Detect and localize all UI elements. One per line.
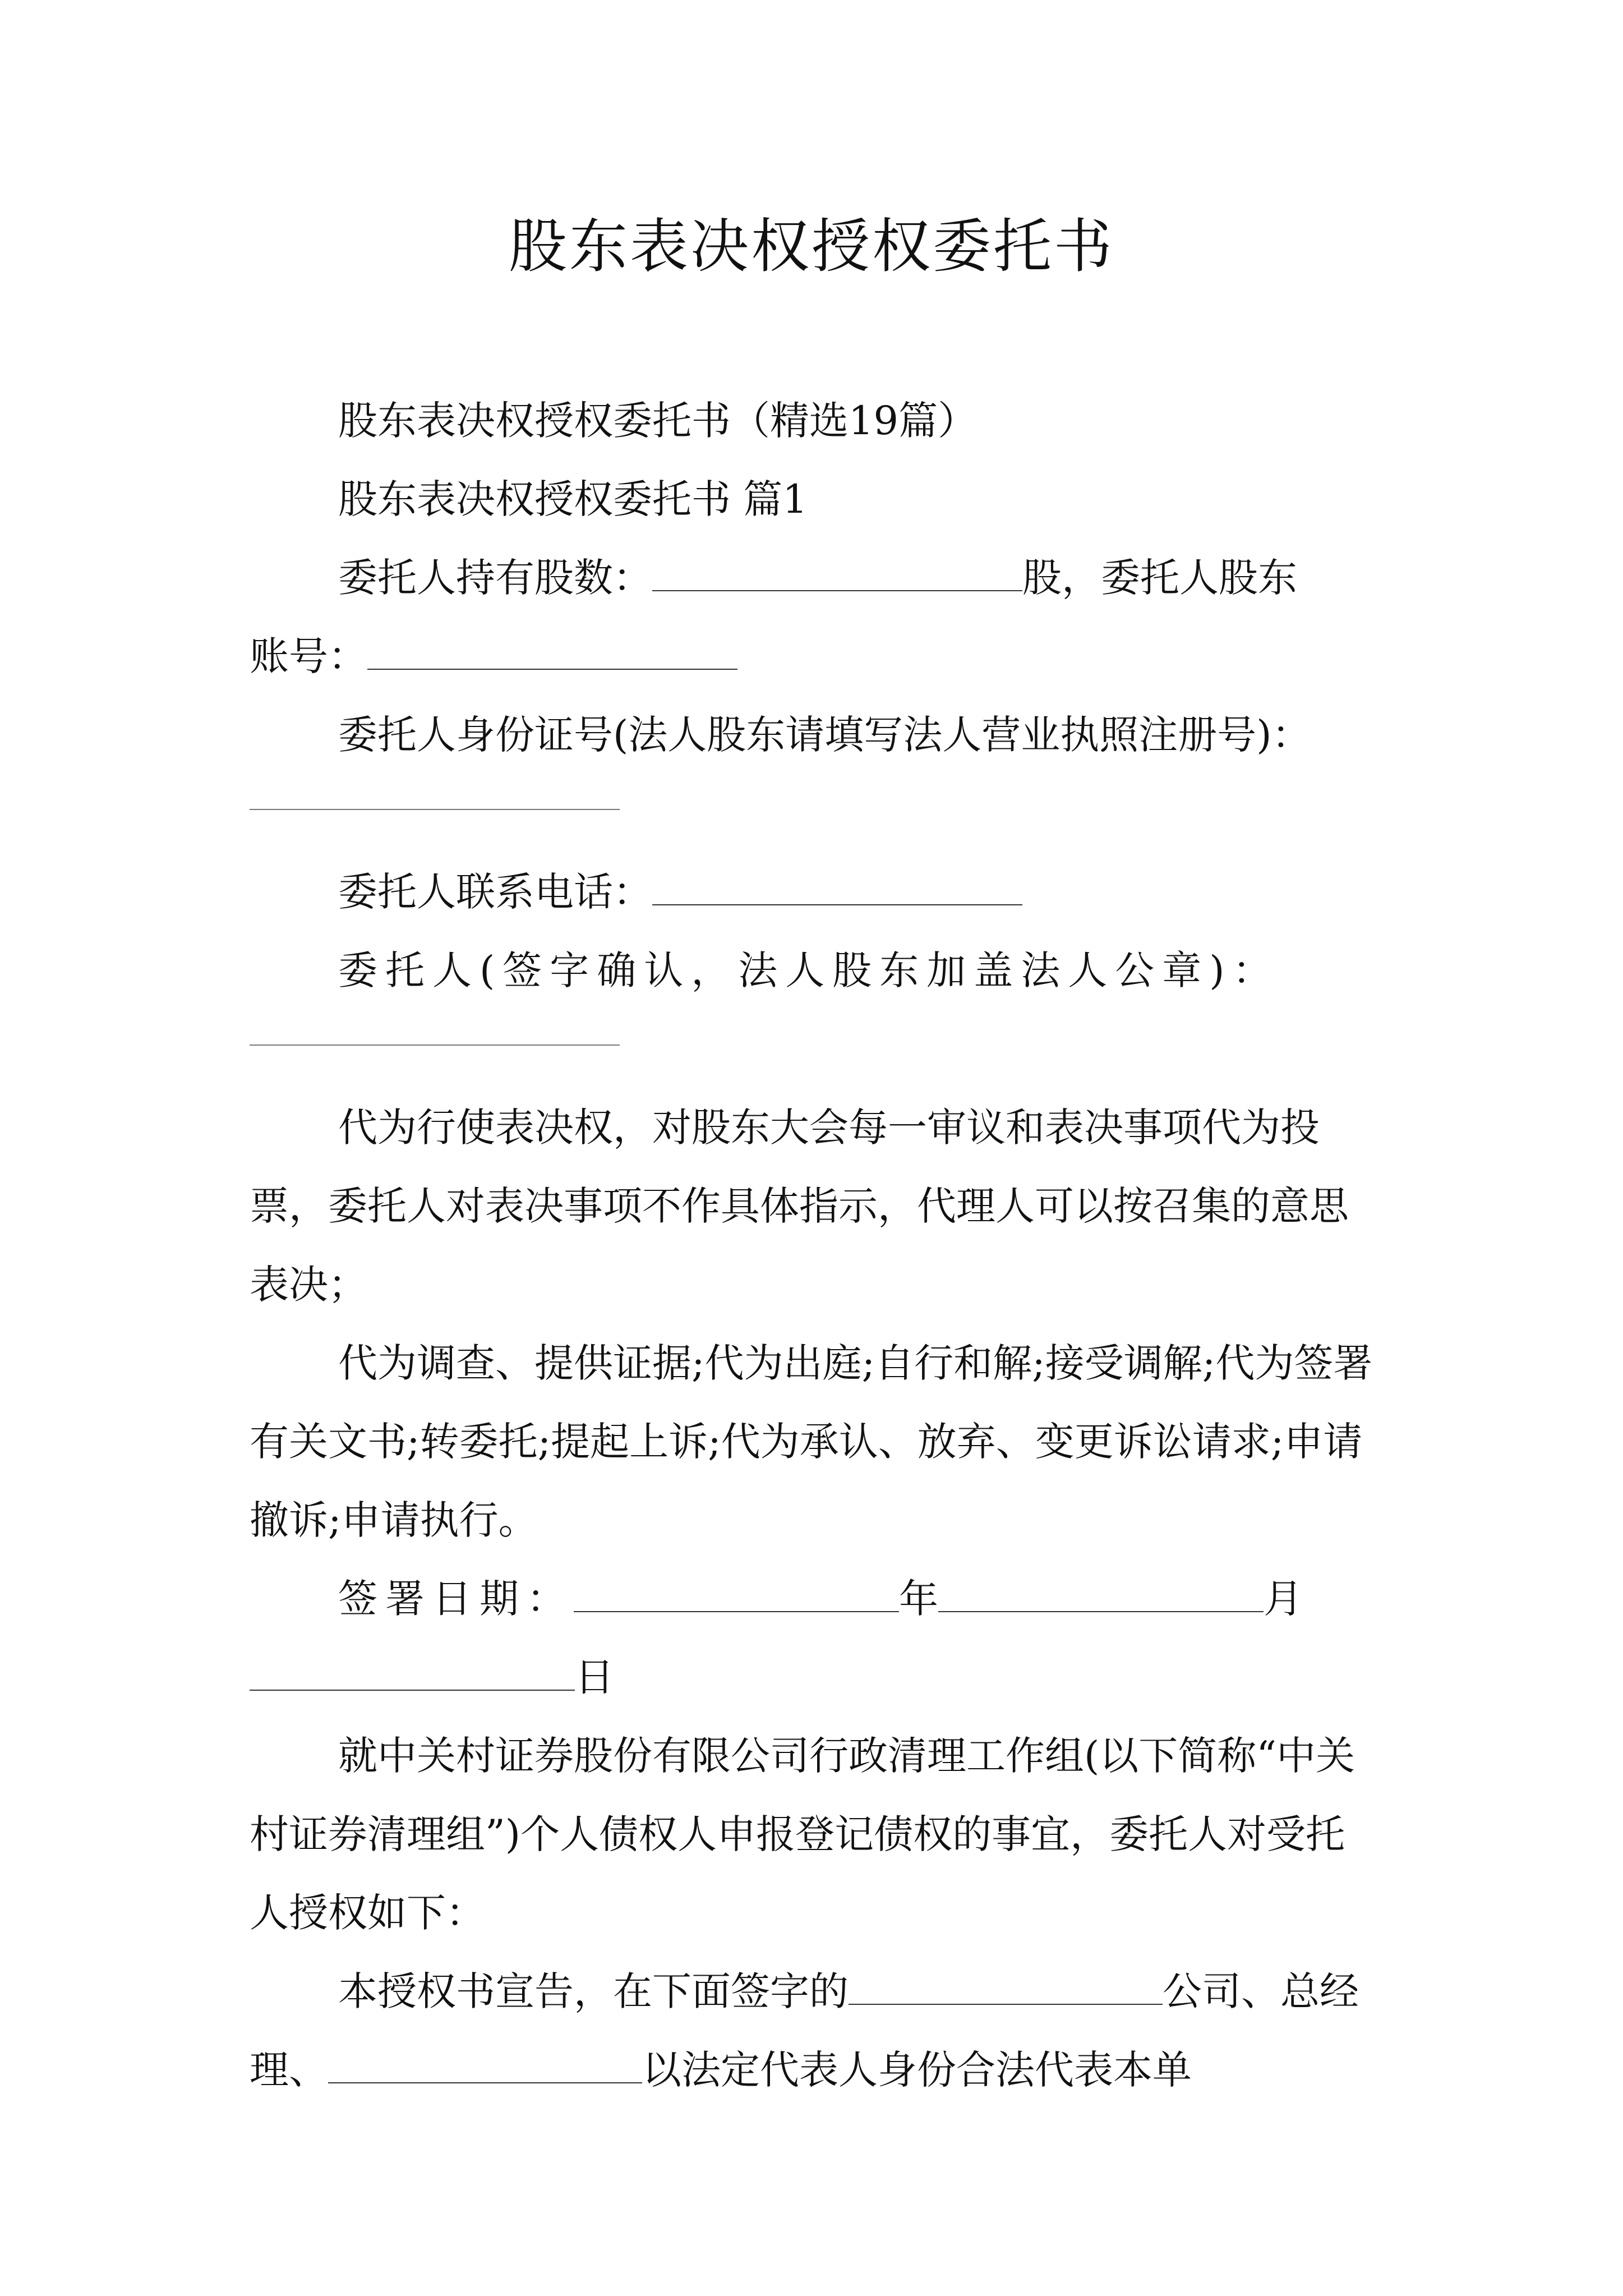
shares-blank [652, 559, 1022, 591]
auth-text-3: 以法定代表人身份合法代表本单 [642, 2047, 1192, 2093]
paragraph-authorization [250, 1952, 1382, 2109]
id-label: 委托人身份证号(法人股东请填写法人营业执照注册号)： [338, 712, 1311, 758]
year-label: 年 [899, 1576, 938, 1622]
date-label: 签署日期： [338, 1576, 574, 1622]
paragraph-powers: 代为调查、提供证据;代为出庭;自行和解;接受调解;代为签署有关文书;转委托;提起上诉;代为承认、放弃、变更诉讼请求;申请撤诉;申请执行。 [250, 1340, 1373, 1543]
phone-label: 委托人联系电话： [338, 869, 652, 915]
date-line [250, 1559, 1382, 1717]
paragraph-zgc: 就中关村证券股份有限公司行政清理工作组(以下简称“中关村证券清理组”)个人债权人申报登记债权的事宜，委托人对受托人授权如下： [250, 1733, 1355, 1936]
year-blank [574, 1580, 899, 1612]
signature-label: 委托人(签字确认，法人股东加盖法人公章)： [338, 947, 1280, 993]
account-label: 账号： [250, 633, 367, 679]
account-blank [367, 637, 737, 670]
day-label: 日 [575, 1654, 614, 1700]
auth-text-1: 本授权书宣告，在下面签字的 [338, 1968, 849, 2014]
section-heading: 股东表决权授权委托书 篇1 [338, 476, 808, 522]
document-body [250, 381, 1382, 2109]
phone-line [250, 853, 1382, 931]
id-blank-row [250, 774, 1382, 853]
company-blank [849, 1972, 1163, 2005]
day-blank [250, 1658, 575, 1691]
shares-label: 委托人持有股数： [338, 555, 652, 601]
representative-blank [328, 2051, 642, 2083]
subtitle: 股东表决权授权委托书（精选19篇） [338, 398, 978, 444]
id-blank [250, 809, 620, 810]
month-blank [938, 1580, 1264, 1612]
auth-text-2: 公司、总经理、 [250, 1968, 1359, 2093]
signature-blank [250, 1045, 620, 1046]
shares-line [250, 539, 1382, 696]
month-label: 月 [1264, 1576, 1303, 1622]
paragraph-vote: 代为行使表决权，对股东大会每一审议和表决事项代为投票，委托人对表决事项不作具体指示，代理人可以按召集的意思表决； [250, 1105, 1349, 1308]
shares-suffix: 股，委托人股东 [1022, 555, 1297, 601]
document-title: 股东表决权授权委托书 [508, 212, 1114, 280]
phone-blank [652, 873, 1022, 905]
signature-blank-row [250, 1010, 1382, 1088]
